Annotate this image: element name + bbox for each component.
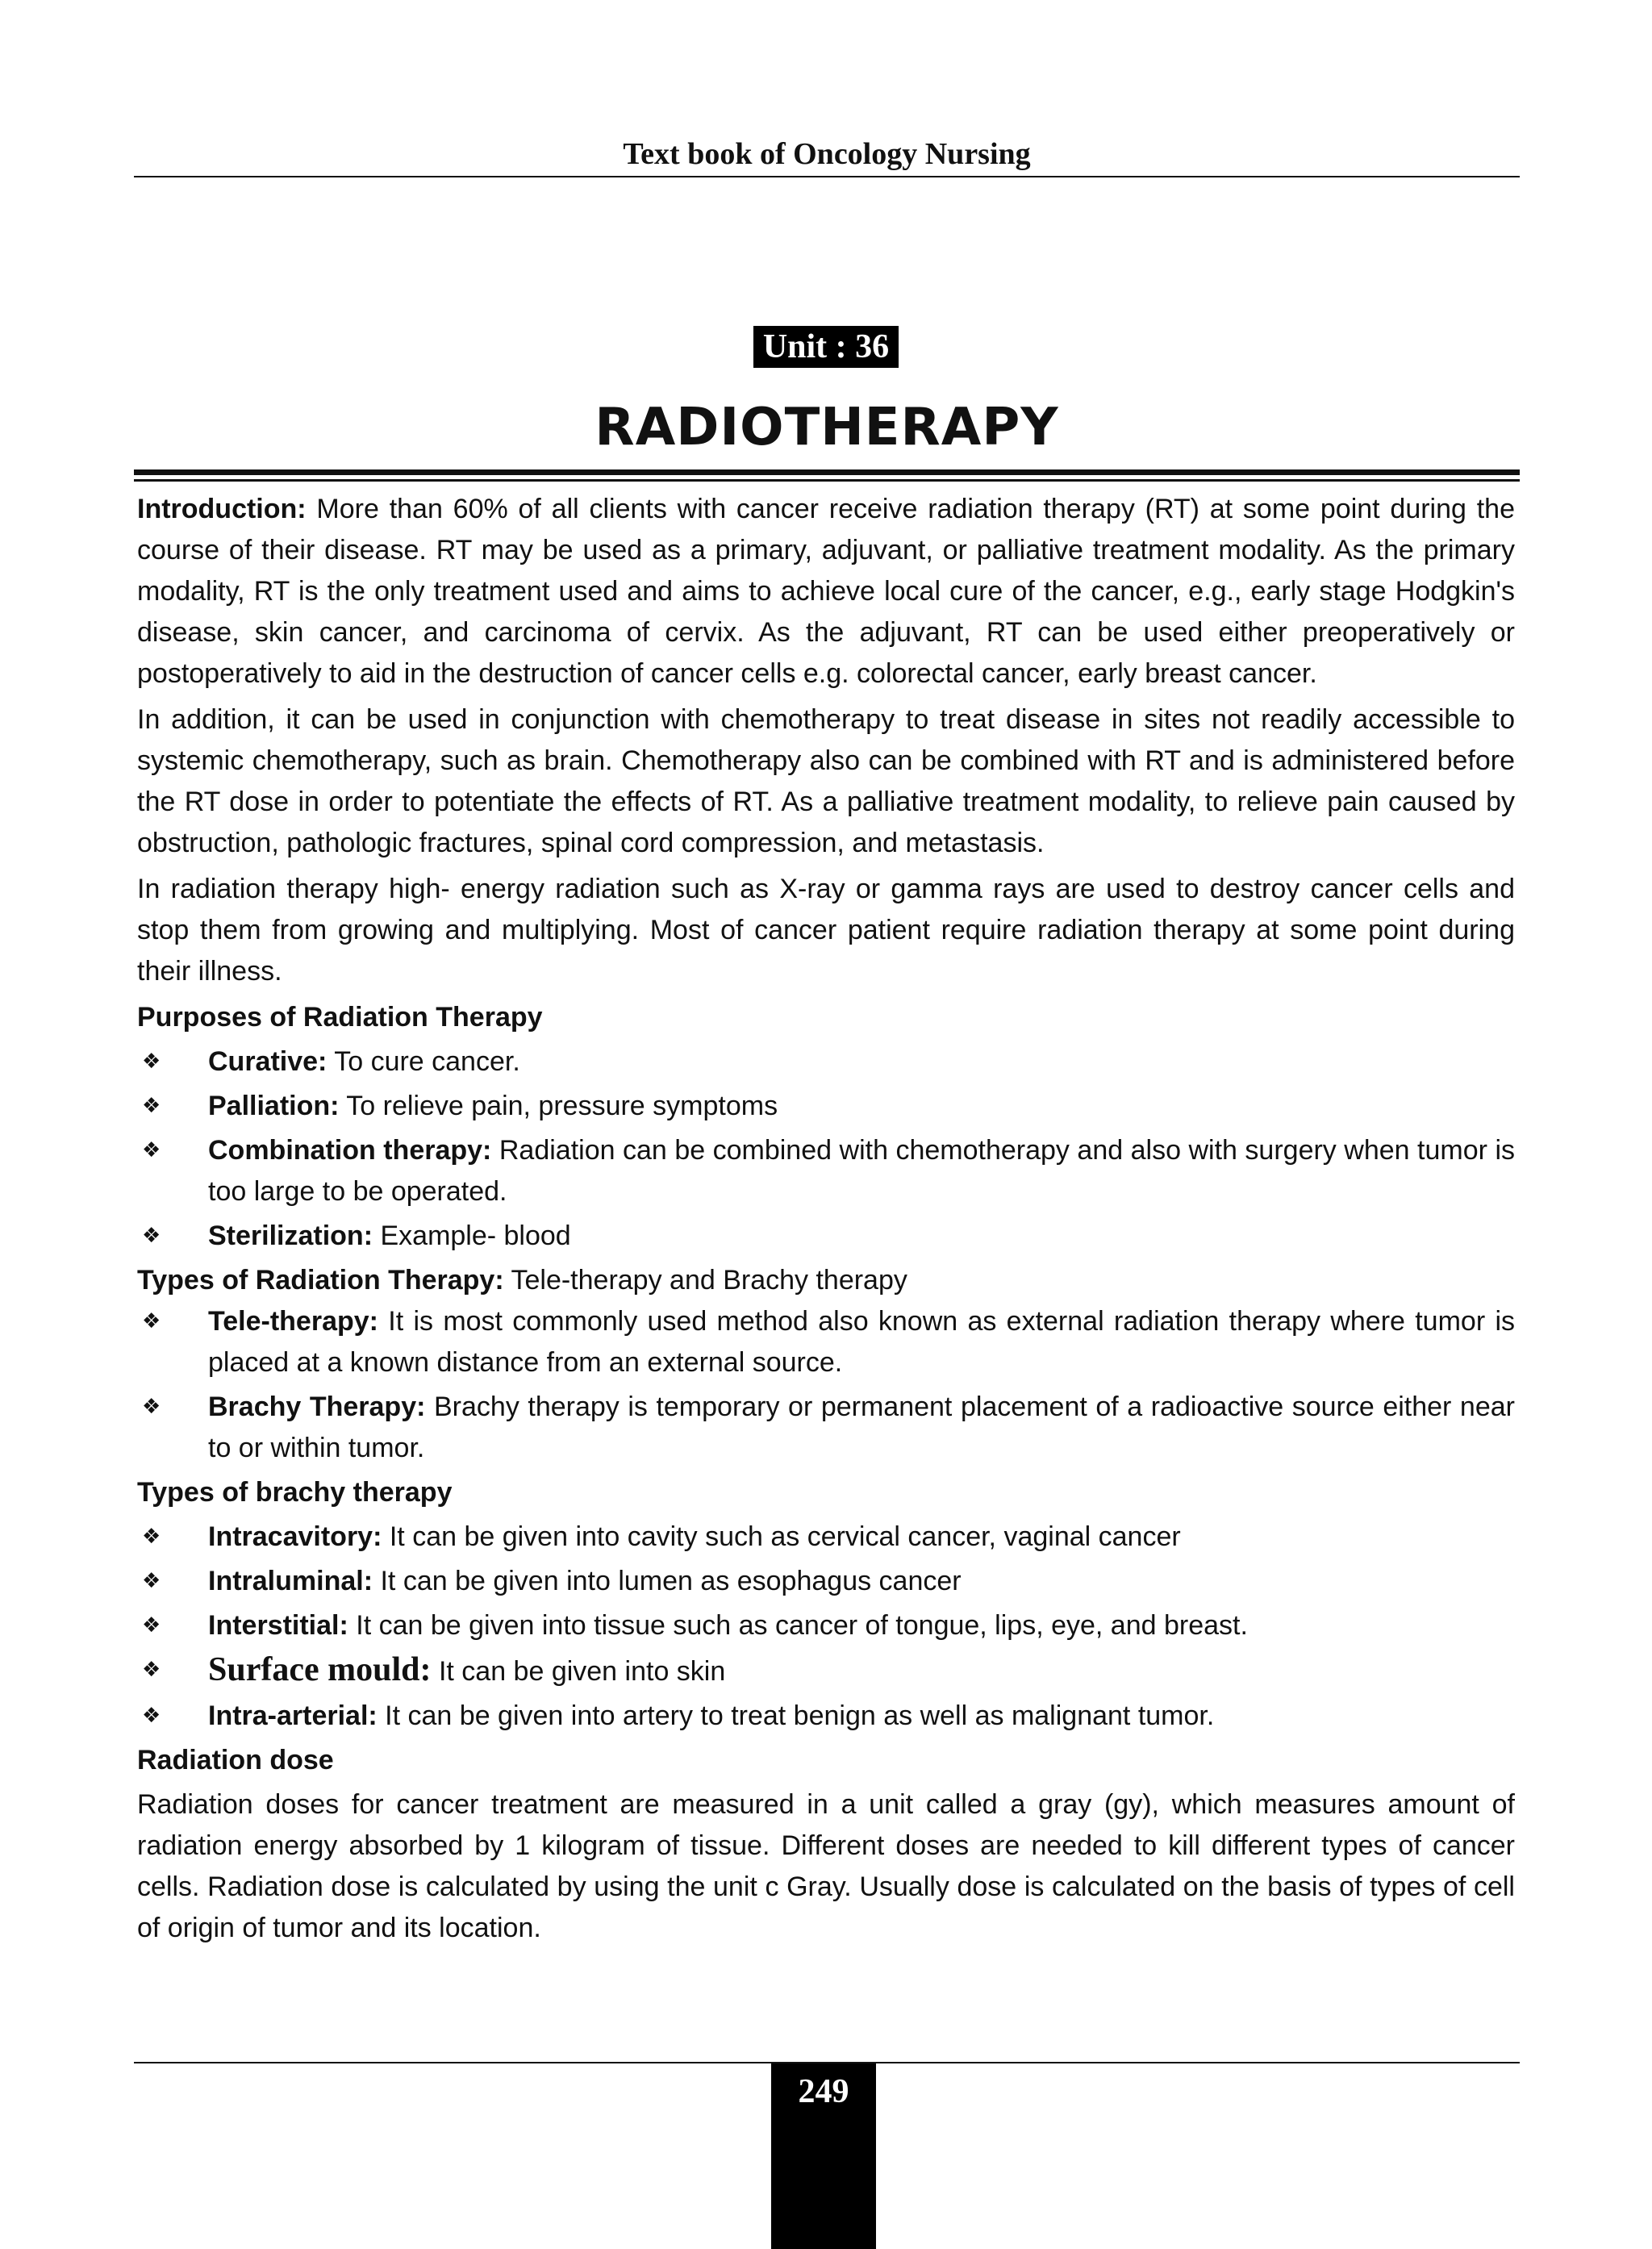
- diamond-bullet-icon: ❖: [142, 1395, 161, 1419]
- item-text: To relieve pain, pressure symptoms: [339, 1091, 778, 1121]
- item-text: It can be given into cavity such as cervical cancer, vaginal cancer: [382, 1521, 1181, 1552]
- list-item: [137, 1130, 1515, 1212]
- item-text: It can be given into artery to treat benign as well as malignant tumor.: [377, 1700, 1215, 1731]
- list-item: [137, 1387, 1515, 1469]
- purposes-heading: Purposes of Radiation Therapy: [137, 1002, 543, 1033]
- diamond-bullet-icon: ❖: [142, 1658, 161, 1682]
- item-term: Surface mould:: [208, 1651, 432, 1688]
- item-text: Radiation can be combined with chemotherapy and also with surgery when tumor is too large to be operated.: [208, 1135, 1515, 1207]
- brachy-types-list: [137, 1517, 1515, 1737]
- list-item: [137, 1696, 1515, 1737]
- list-item: [137, 1086, 1515, 1127]
- item-term: Brachy Therapy:: [208, 1392, 426, 1422]
- dose-paragraph: Radiation doses for cancer treatment are measured in a unit called a gray (gy), which measures amount of radiation energy absorbed by 1 kilogram of tissue. Different doses are needed to kill different types of cancer cells. Radiation dose is calculated by using the unit c Gray. Usually dose is calculated on the basis of types of cell of origin of tumor and its location.: [137, 1789, 1515, 1943]
- item-term: Interstitial:: [208, 1610, 348, 1641]
- intro-label: Introduction:: [137, 494, 307, 524]
- item-term: Intra-arterial:: [208, 1700, 378, 1731]
- item-term: Palliation:: [208, 1091, 340, 1121]
- item-term: Combination therapy:: [208, 1135, 492, 1166]
- diamond-bullet-icon: ❖: [142, 1049, 161, 1074]
- title-rule-thick: [134, 469, 1520, 475]
- list-item: [137, 1561, 1515, 1602]
- item-text: Brachy therapy is temporary or permanent placement of a radioactive source either near to or within tumor.: [208, 1392, 1515, 1463]
- item-text: It can be given into tissue such as cancer of tongue, lips, eye, and breast.: [348, 1610, 1248, 1641]
- diamond-bullet-icon: ❖: [142, 1094, 161, 1118]
- intro-paragraph: [137, 489, 1515, 695]
- diamond-bullet-icon: ❖: [142, 1525, 161, 1549]
- item-term: Intraluminal:: [208, 1566, 373, 1596]
- book-title: Text book of Oncology Nursing: [623, 137, 1031, 171]
- item-text: It is most commonly used method also known as external radiation therapy where tumor is placed at a known distance from an external source.: [208, 1306, 1515, 1378]
- list-item: [137, 1216, 1515, 1257]
- types-heading: Types of Radiation Therapy:: [137, 1265, 504, 1296]
- intro-paragraph-2: In addition, it can be used in conjunction with chemotherapy to treat disease in sites not readily accessible to systemic chemotherapy, such as brain. Chemotherapy also can be combined with RT and is administered before the RT dose in order to potentiate the effects of RT. As a palliative treatment modality, to relieve pain caused by obstruction, pathologic fractures, spinal cord compression, and metastasis.: [137, 704, 1515, 858]
- list-item: [137, 1301, 1515, 1383]
- item-text: It can be given into skin: [431, 1656, 726, 1687]
- item-text: Example- blood: [373, 1220, 571, 1251]
- title-rule-thin: [134, 479, 1520, 482]
- purposes-list: [137, 1041, 1515, 1257]
- diamond-bullet-icon: ❖: [142, 1704, 161, 1728]
- item-text: It can be given into lumen as esophagus cancer: [373, 1566, 962, 1596]
- list-item: [137, 1517, 1515, 1558]
- item-term: Tele-therapy:: [208, 1306, 378, 1337]
- item-term: Curative:: [208, 1046, 327, 1077]
- list-item: [137, 1650, 1515, 1692]
- page-number: 249: [798, 2073, 849, 2110]
- diamond-bullet-icon: ❖: [142, 1309, 161, 1333]
- header-rule: [134, 176, 1520, 177]
- types-heading-line: [137, 1260, 1515, 1301]
- unit-badge: Unit : 36: [753, 326, 899, 368]
- item-text: To cure cancer.: [327, 1046, 520, 1077]
- dose-heading: Radiation dose: [137, 1745, 334, 1775]
- diamond-bullet-icon: ❖: [142, 1569, 161, 1593]
- brachy-types-heading: Types of brachy therapy: [137, 1477, 453, 1508]
- page-number-box: [771, 2063, 876, 2249]
- diamond-bullet-icon: ❖: [142, 1613, 161, 1638]
- chapter-title: RADIOTHERAPY: [594, 398, 1059, 457]
- intro-paragraph-3: In radiation therapy high- energy radiation such as X-ray or gamma rays are used to destroy cancer cells and stop them from growing and multiplying. Most of cancer patient require radiation therapy at some point during their illness.: [137, 874, 1515, 987]
- diamond-bullet-icon: ❖: [142, 1138, 161, 1162]
- diamond-bullet-icon: ❖: [142, 1224, 161, 1248]
- list-item: [137, 1605, 1515, 1646]
- types-list: [137, 1301, 1515, 1469]
- item-term: Sterilization:: [208, 1220, 373, 1251]
- intro-text: More than 60% of all clients with cancer receive radiation therapy (RT) at some point during the course of their disease. RT may be used as a primary, adjuvant, or palliative treatment modality. As the primary modality, RT is the only treatment used and aims to achieve local cure of the cancer, e.g., early stage Hodgkin's disease, skin cancer, and carcinoma of cervix. As the adjuvant, RT can be used either preoperatively or postoperatively to aid in the destruction of cancer cells e.g. colorectal cancer, early breast cancer.: [137, 494, 1515, 689]
- item-term: Intracavitory:: [208, 1521, 382, 1552]
- list-item: [137, 1041, 1515, 1083]
- page-content: [137, 489, 1515, 1954]
- types-heading-text: Tele-therapy and Brachy therapy: [503, 1265, 907, 1296]
